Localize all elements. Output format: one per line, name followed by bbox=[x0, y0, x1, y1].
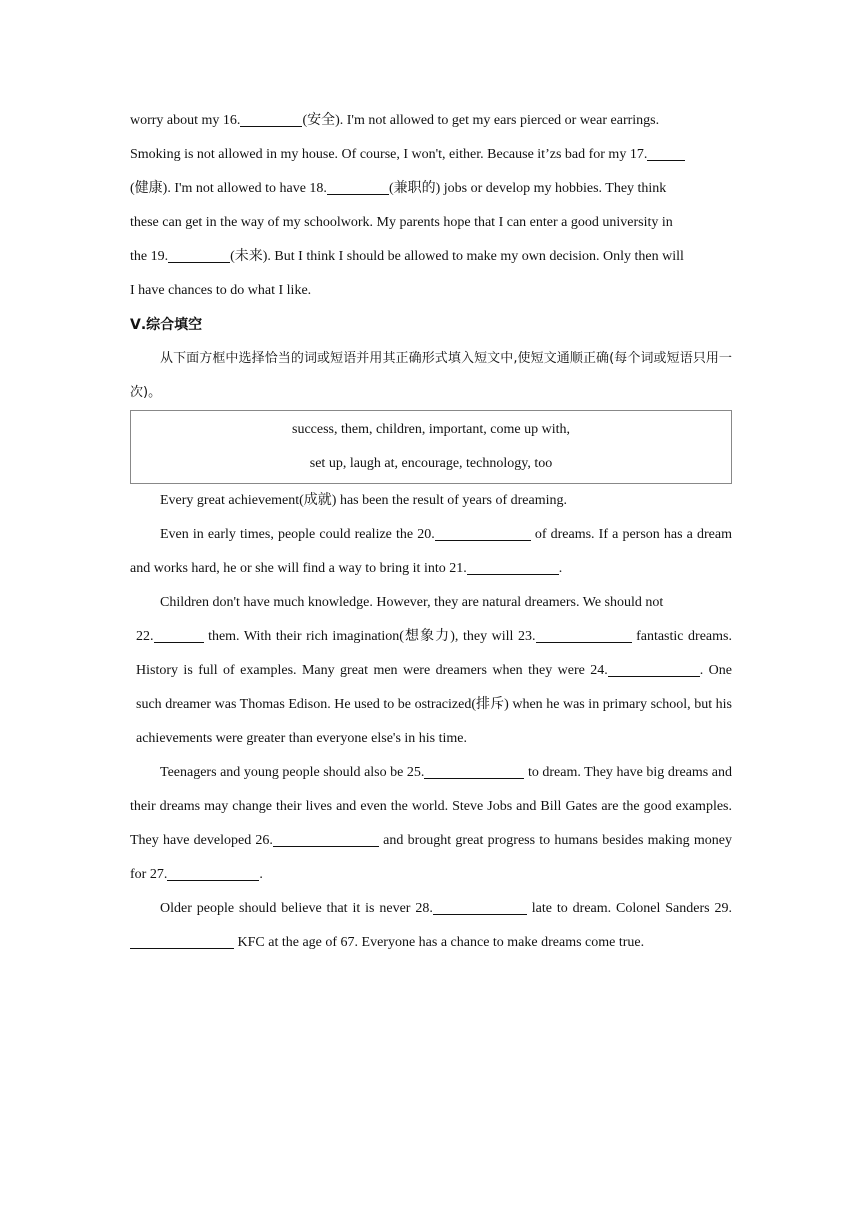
blank-23[interactable] bbox=[536, 628, 632, 643]
blank-20[interactable] bbox=[435, 526, 531, 541]
blank-26[interactable] bbox=[273, 832, 379, 847]
blank-29[interactable] bbox=[130, 934, 234, 949]
paragraph-2 bbox=[130, 518, 732, 586]
text: Teenagers and young people should also be 25. bbox=[160, 765, 425, 780]
text: late to dream. Colonel Sanders 29. bbox=[526, 901, 732, 916]
word-box bbox=[130, 410, 732, 484]
paragraph-3-line-1: Children don't have much knowledge. However, they are natural dreamers. We should not bbox=[160, 595, 664, 610]
paragraph-5 bbox=[130, 892, 732, 960]
blank-25[interactable] bbox=[424, 764, 524, 779]
passage-line: I have chances to do what I like. bbox=[130, 283, 312, 298]
text: (兼职的) jobs or develop my hobbies. They think bbox=[388, 181, 667, 196]
blank-28[interactable] bbox=[433, 900, 527, 915]
text: Older people should believe that it is never 28. bbox=[160, 901, 433, 916]
paragraph-4 bbox=[130, 756, 732, 892]
text: . bbox=[558, 561, 563, 576]
passage-line bbox=[130, 104, 732, 138]
text: Smoking is not allowed in my house. Of course, I won't, either. Because it’zs bad for my 17. bbox=[130, 147, 648, 162]
passage-line: these can get in the way of my schoolwork. My parents hope that I can enter a good university in bbox=[130, 215, 673, 230]
blank-22[interactable] bbox=[154, 628, 204, 643]
text: . One such dreamer was Thomas Edison. He used to be ostracized(排斥) when he was in primary school, but his achievements were greater than everyone else's in his time. bbox=[136, 663, 733, 746]
word-box-line-2: set up, laugh at, encourage, technology, too bbox=[309, 456, 553, 471]
text: to dream. They have big dreams and their dreams may change their lives and even the world. Steve Jobs and Bill Gates are the good examples. They have developed 26. bbox=[130, 765, 732, 848]
blank-21[interactable] bbox=[467, 560, 559, 575]
blank-18[interactable] bbox=[327, 180, 389, 195]
text: (健康). I'm not allowed to have 18. bbox=[130, 181, 327, 196]
text: Even in early times, people could realize the 20. bbox=[160, 527, 435, 542]
text: KFC at the age of 67. Everyone has a chance to make dreams come true. bbox=[234, 935, 645, 950]
blank-27[interactable] bbox=[167, 866, 259, 881]
blank-16[interactable] bbox=[240, 112, 302, 127]
passage-line bbox=[130, 172, 732, 206]
document-page bbox=[130, 104, 732, 960]
text: them. With their rich imagination(想象力), they will 23. bbox=[203, 629, 536, 644]
text: and brought great progress to humans besides making money for 27. bbox=[130, 833, 732, 882]
paragraph-3 bbox=[136, 620, 732, 756]
section-instruction: 从下面方框中选择恰当的词或短语并用其正确形式填入短文中,使短文通顺正确(每个词或短语只用一次)。 bbox=[130, 351, 732, 400]
text: of dreams. If a person has a dream and works hard, he or she will find a way to bring it into 21. bbox=[130, 527, 732, 576]
section-heading: Ⅴ.综合填空 bbox=[130, 317, 203, 333]
blank-17[interactable] bbox=[647, 146, 685, 161]
passage-line bbox=[130, 138, 732, 172]
paragraph-1: Every great achievement(成就) has been the result of years of dreaming. bbox=[160, 493, 567, 508]
text: fantastic dreams. History is full of examples. Many great men were dreamers when they were 24. bbox=[136, 629, 732, 678]
passage-line bbox=[130, 240, 732, 274]
text: . bbox=[259, 867, 263, 882]
blank-24[interactable] bbox=[608, 662, 700, 677]
word-box-line-1: success, them, children, important, come up with, bbox=[292, 422, 570, 437]
text: (未来). But I think I should be allowed to make my own decision. Only then will bbox=[230, 249, 684, 264]
text: 22. bbox=[136, 629, 154, 644]
blank-19[interactable] bbox=[168, 248, 230, 263]
text: (安全). I'm not allowed to get my ears pierced or wear earrings. bbox=[302, 113, 660, 128]
text: the 19. bbox=[130, 249, 169, 264]
text: worry about my 16. bbox=[130, 113, 241, 128]
